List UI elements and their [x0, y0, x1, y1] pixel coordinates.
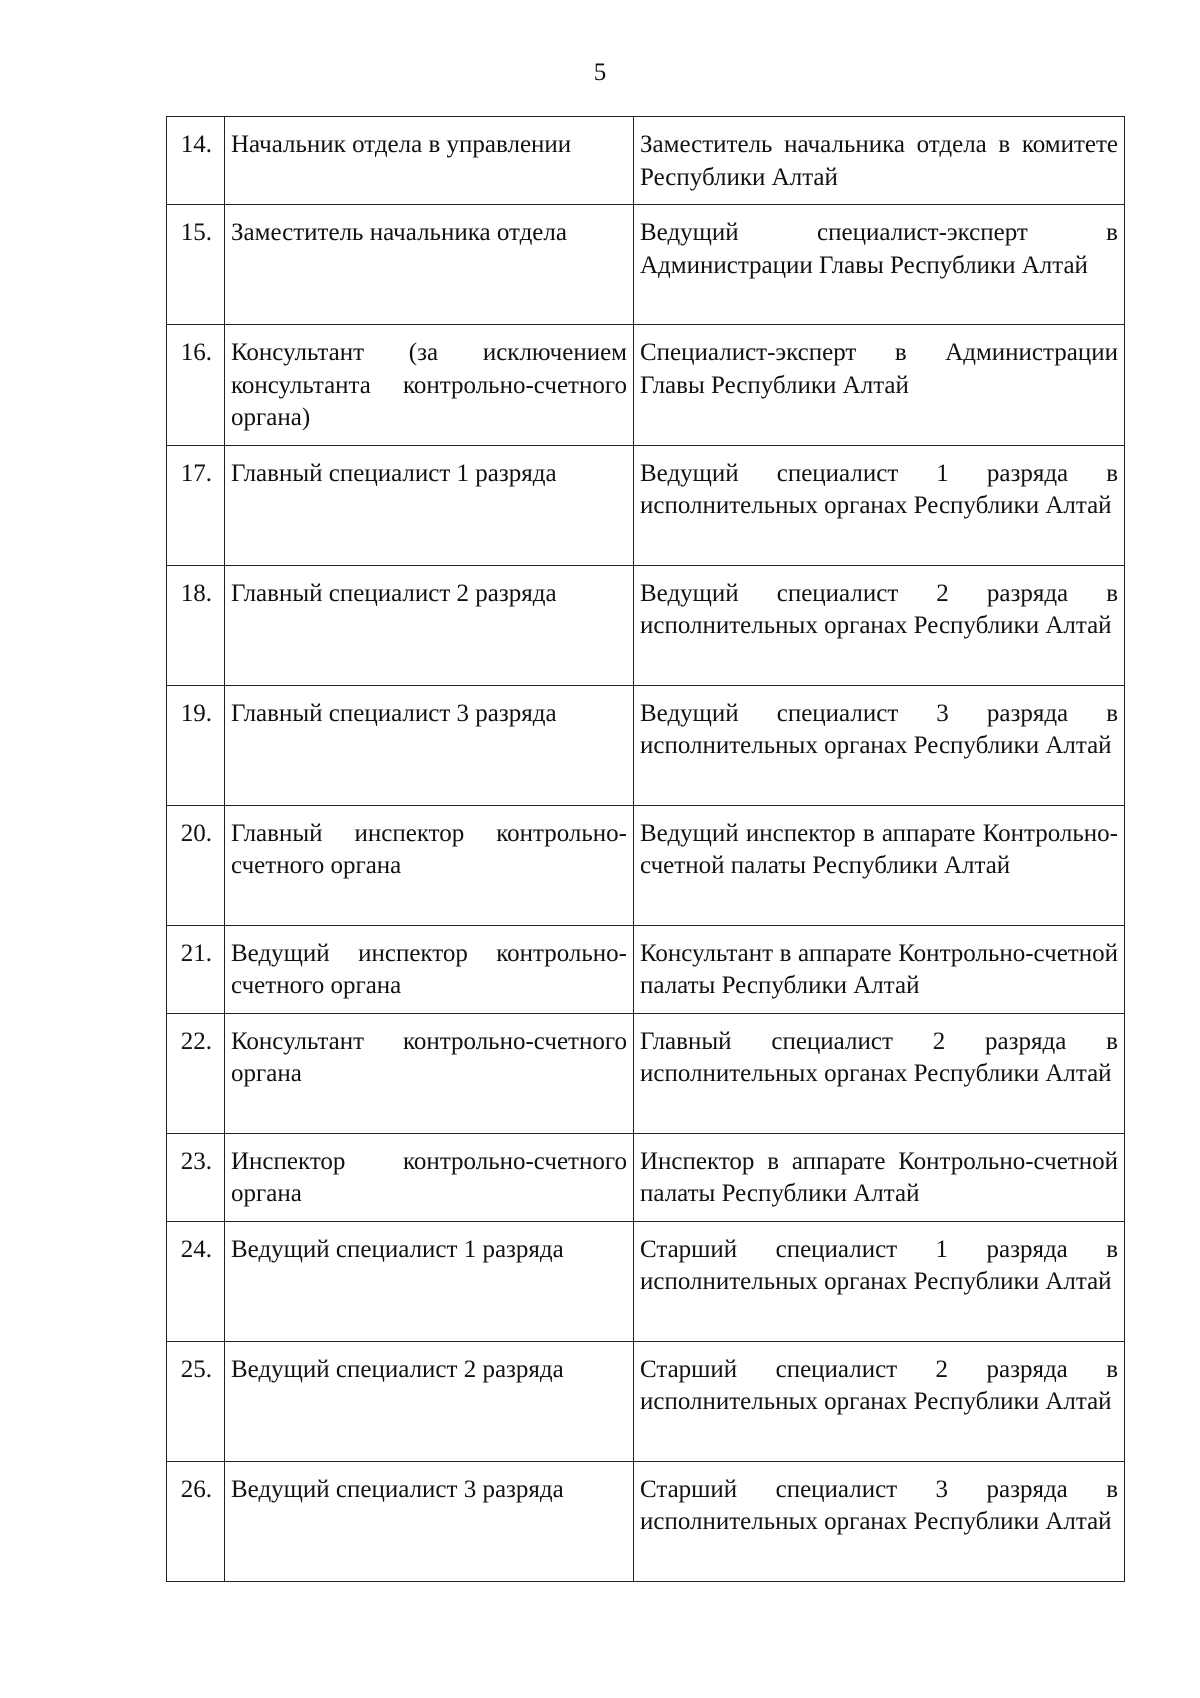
equivalent-position-cell: Заместитель начальника отдела в комитете Республики Алтай — [634, 117, 1125, 205]
position-cell: Главный специалист 2 разряда — [225, 565, 634, 685]
position-cell: Ведущий специалист 2 разряда — [225, 1341, 634, 1461]
equivalent-position-cell: Консультант в аппарате Контрольно-счетной палаты Республики Алтай — [634, 925, 1125, 1013]
table-row — [167, 805, 1125, 925]
row-number: 22. — [167, 1013, 225, 1133]
equivalent-position-cell: Специалист-эксперт в Администрации Главы Республики Алтай — [634, 325, 1125, 446]
position-cell: Консультант контрольно-счетного органа — [225, 1013, 634, 1133]
row-number: 23. — [167, 1133, 225, 1221]
table-row — [167, 1461, 1125, 1581]
row-number: 14. — [167, 117, 225, 205]
table-row — [167, 565, 1125, 685]
row-number: 21. — [167, 925, 225, 1013]
equivalent-position-cell: Старший специалист 2 разряда в исполнительных органах Республики Алтай — [634, 1341, 1125, 1461]
table-row — [167, 1013, 1125, 1133]
equivalent-position-cell: Старший специалист 3 разряда в исполнительных органах Республики Алтай — [634, 1461, 1125, 1581]
table-row — [167, 445, 1125, 565]
positions-table — [166, 116, 1125, 1582]
equivalent-position-cell: Ведущий специалист 1 разряда в исполнительных органах Республики Алтай — [634, 445, 1125, 565]
position-cell: Консультант (за исключением консультанта контрольно-счетного органа) — [225, 325, 634, 446]
table-row — [167, 925, 1125, 1013]
position-cell: Главный специалист 1 разряда — [225, 445, 634, 565]
equivalent-position-cell: Инспектор в аппарате Контрольно-счетной палаты Республики Алтай — [634, 1133, 1125, 1221]
table-row — [167, 1341, 1125, 1461]
table-row — [167, 685, 1125, 805]
row-number: 16. — [167, 325, 225, 446]
equivalent-position-cell: Старший специалист 1 разряда в исполнительных органах Республики Алтай — [634, 1221, 1125, 1341]
table-row — [167, 117, 1125, 205]
equivalent-position-cell: Ведущий специалист 3 разряда в исполнительных органах Республики Алтай — [634, 685, 1125, 805]
position-cell: Ведущий специалист 3 разряда — [225, 1461, 634, 1581]
row-number: 19. — [167, 685, 225, 805]
position-cell: Ведущий специалист 1 разряда — [225, 1221, 634, 1341]
row-number: 26. — [167, 1461, 225, 1581]
table-row — [167, 325, 1125, 446]
table-row — [167, 1133, 1125, 1221]
row-number: 18. — [167, 565, 225, 685]
position-cell: Ведущий инспектор контрольно-счетного органа — [225, 925, 634, 1013]
table-row — [167, 1221, 1125, 1341]
position-cell: Заместитель начальника отдела — [225, 205, 634, 325]
row-number: 17. — [167, 445, 225, 565]
row-number: 20. — [167, 805, 225, 925]
position-cell: Инспектор контрольно-счетного органа — [225, 1133, 634, 1221]
page-number: 5 — [593, 59, 607, 86]
position-cell: Главный инспектор контрольно-счетного органа — [225, 805, 634, 925]
row-number: 15. — [167, 205, 225, 325]
equivalent-position-cell: Главный специалист 2 разряда в исполнительных органах Республики Алтай — [634, 1013, 1125, 1133]
position-cell: Начальник отдела в управлении — [225, 117, 634, 205]
row-number: 25. — [167, 1341, 225, 1461]
row-number: 24. — [167, 1221, 225, 1341]
equivalent-position-cell: Ведущий специалист-эксперт в Администрации Главы Республики Алтай — [634, 205, 1125, 325]
position-cell: Главный специалист 3 разряда — [225, 685, 634, 805]
equivalent-position-cell: Ведущий инспектор в аппарате Контрольно-счетной палаты Республики Алтай — [634, 805, 1125, 925]
equivalent-position-cell: Ведущий специалист 2 разряда в исполнительных органах Республики Алтай — [634, 565, 1125, 685]
table-row — [167, 205, 1125, 325]
